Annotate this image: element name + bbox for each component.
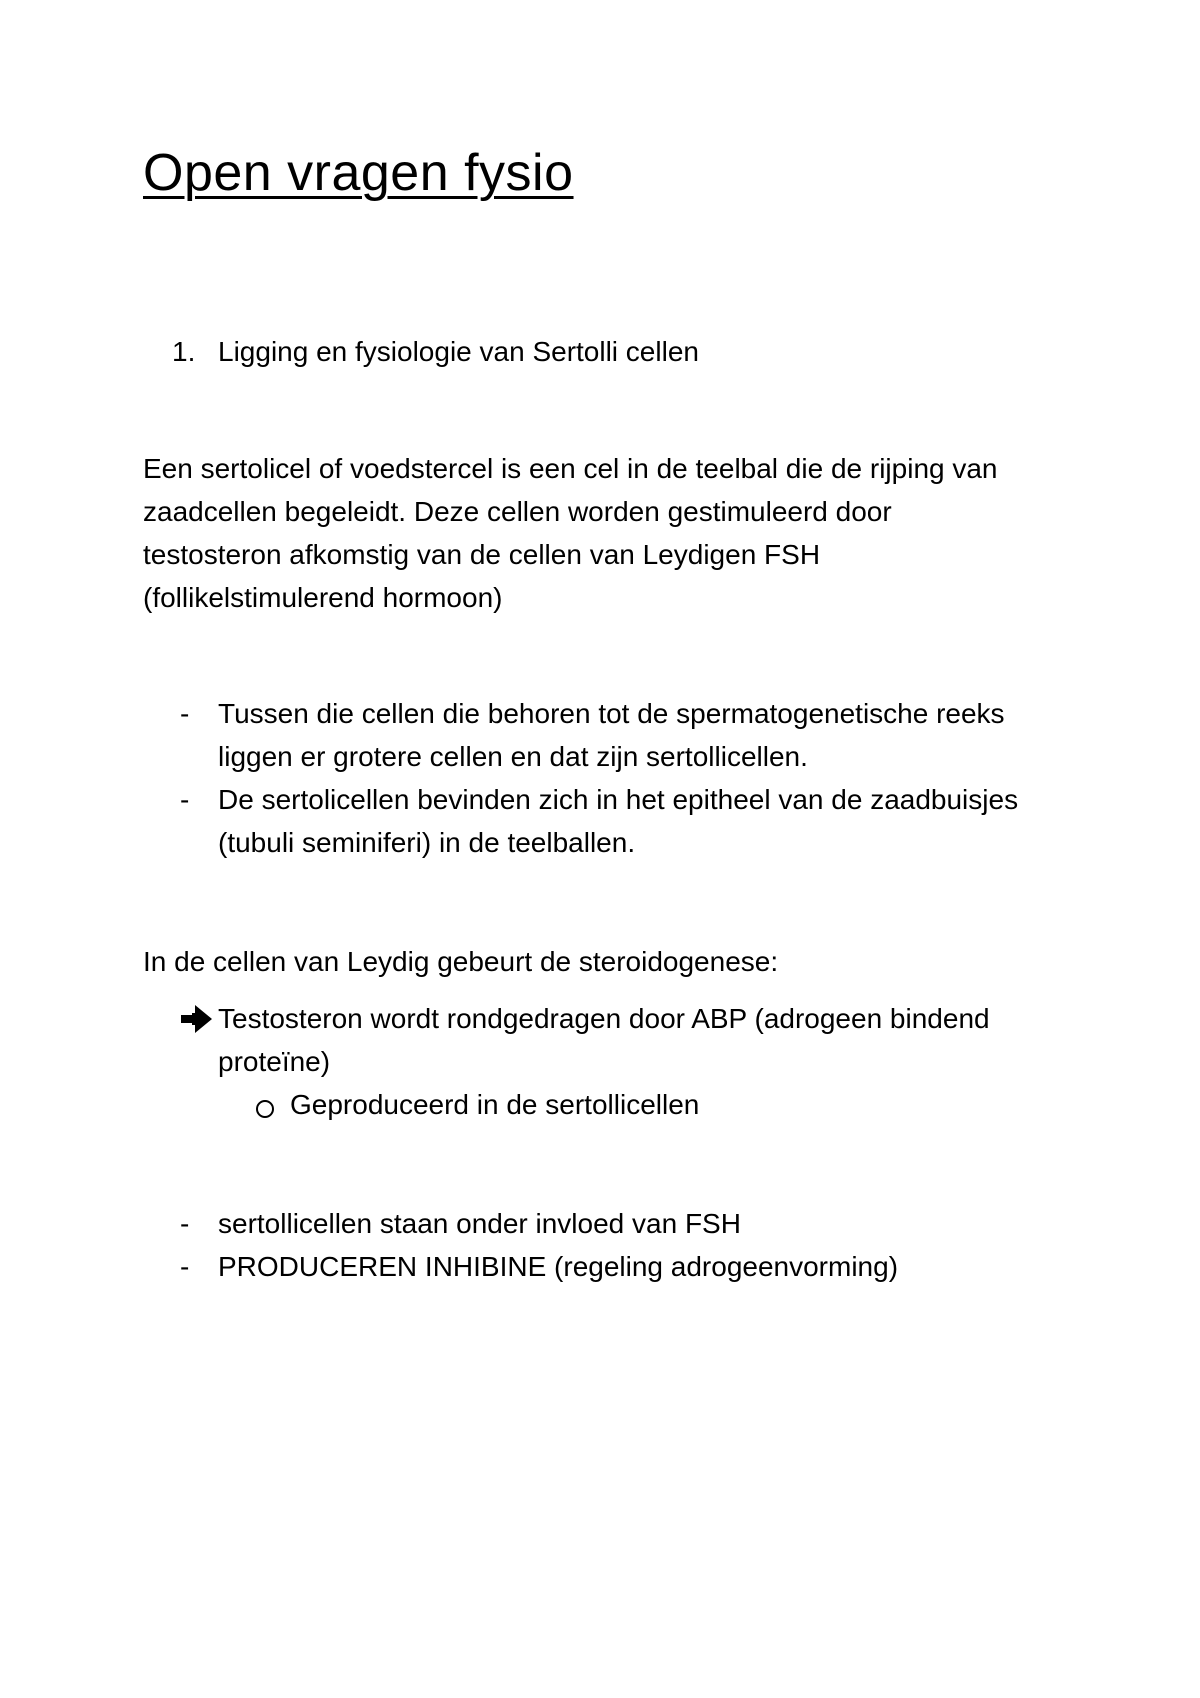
circle-bullet-icon	[256, 1100, 274, 1118]
paragraph-line: (follikelstimulerend hormoon)	[143, 582, 503, 613]
dash-bullet: -	[180, 1251, 190, 1282]
list-item-line: Tussen die cellen die behoren tot de spermatogenetische reeks	[218, 698, 1005, 729]
section-number: 1.	[172, 336, 196, 367]
paragraph-line: testosteron afkomstig van de cellen van Leydigen FSH	[143, 539, 821, 570]
list-item-line: liggen er grotere cellen en dat zijn sertollicellen.	[218, 741, 808, 772]
paragraph-line: Een sertolicel of voedstercel is een cel in de teelbal die de rijping van	[143, 453, 998, 484]
paragraph-line: In de cellen van Leydig gebeurt de steroidogenese:	[143, 946, 779, 977]
list-item-line: (tubuli seminiferi) in de teelballen.	[218, 827, 636, 858]
document-title: Open vragen fysio	[143, 144, 574, 202]
sub-item-line: Geproduceerd in de sertollicellen	[290, 1089, 700, 1120]
dash-bullet: -	[180, 1208, 190, 1239]
list-item-line: sertollicellen staan onder invloed van FSH	[218, 1208, 741, 1239]
arrow-item-line: proteïne)	[218, 1046, 331, 1077]
dash-bullet: -	[180, 698, 190, 729]
list-item-line: De sertolicellen bevinden zich in het epitheel van de zaadbuisjes	[218, 784, 1019, 815]
dash-bullet: -	[180, 784, 190, 815]
list-item-line: PRODUCEREN INHIBINE (regeling adrogeenvorming)	[218, 1251, 899, 1282]
paragraph-line: zaadcellen begeleidt. Deze cellen worden gestimuleerd door	[143, 496, 892, 527]
section-heading: Ligging en fysiologie van Sertolli cellen	[218, 336, 699, 367]
arrow-item-line: Testosteron wordt rondgedragen door ABP (adrogeen bindend	[218, 1003, 990, 1034]
right-arrow-icon	[180, 997, 214, 1040]
